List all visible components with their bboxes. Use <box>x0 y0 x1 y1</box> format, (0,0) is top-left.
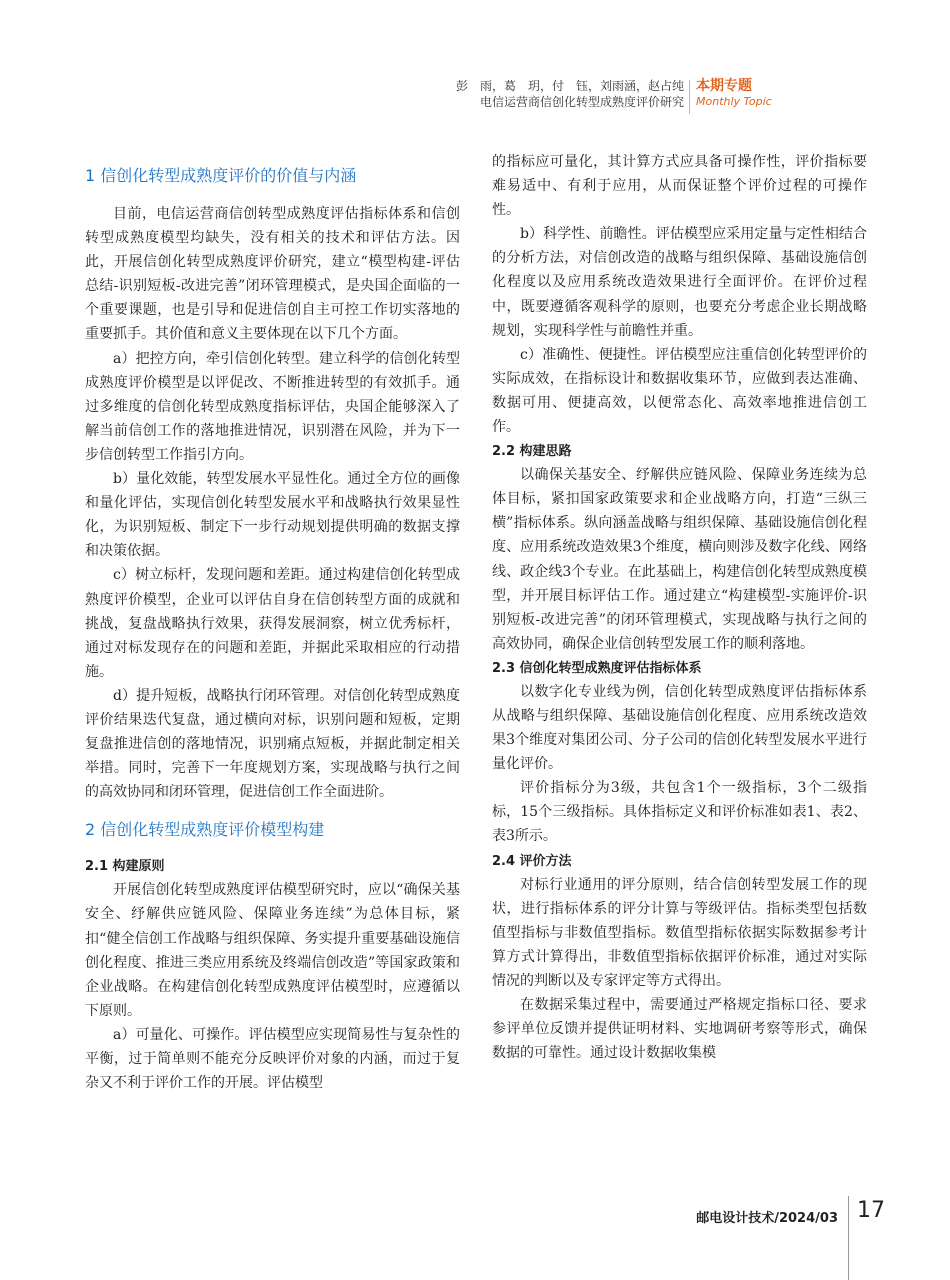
paragraph: a）可量化、可操作。评估模型应实现简易性与复杂性的平衡，过于简单则不能充分反映评价对象的内涵，而过于复杂又不利于评价工作的开展。评估模型 <box>85 1026 460 1092</box>
subsection-2-2-heading: 2.2 构建思路 <box>492 444 572 460</box>
paragraph: 以确保关基安全、纾解供应链风险、保障业务连续为总体目标，紧扣国家政策要求和企业战略方向，打造“三纵三横”指标体系。纵向涵盖战略与组织保障、基础设施信创化程度、应用系统改造效果3个维度，横向则涉及数字化线、网络线、政企线3个专业。在此基础上，构建信创化转型成熟度模型，并开展目标评估工作。通过建立“构建模型-实施评价-识别短板-改进完善”的闭环管理模式，实现战略与执行之间的高效协同，确保企业信创转型发展工作的顺利落地。 <box>492 467 867 652</box>
paragraph: d）提升短板，战略执行闭环管理。对信创化转型成熟度评价结果迭代复盘，通过横向对标，识别问题和短板，定期复盘推进信创的落地情况，识别痛点短板，并据此制定相关举措。同时，完善下一年度规划方案，实现战略与执行之间的高效协同和闭环管理，促进信创工作全面进阶。 <box>85 687 460 801</box>
running-header <box>0 78 950 118</box>
paragraph: b）科学性、前瞻性。评估模型应采用定量与定性相结合的分析方法，对信创改造的战略与组织保障、基础设施信创化程度以及应用系统改造效果进行全面评价。在评价过程中，既要遵循客观科学的原则，也要充分考虑企业长期战略规划，实现科学性与前瞻性并重。 <box>492 226 867 339</box>
header-column-tag <box>696 78 772 109</box>
subsection-2-4-heading: 2.4 评价方法 <box>492 853 572 869</box>
paragraph: 评价指标分为3级，共包含1个一级指标，3个二级指标，15个三级指标。具体指标定义和评价标准如表1、表2、表3所示。 <box>492 780 867 845</box>
section-1-heading: 1 信创化转型成熟度评价的价值与内涵 <box>85 166 357 185</box>
subsection-2-1-heading: 2.1 构建原则 <box>85 859 165 875</box>
column-name-zh: 本期专题 <box>696 78 752 94</box>
section-2-heading: 2 信创化转型成熟度评价模型构建 <box>85 820 325 840</box>
header-divider <box>689 80 690 114</box>
header-authors: 彭 雨，葛 玥，付 钰，刘雨涵，赵占纯 <box>455 79 684 93</box>
journal-issue: 邮电设计技术/2024/03 <box>696 1211 838 1226</box>
paragraph-continued: 的指标应可量化，其计算方式应具备可操作性，评价指标要难易适中、有利于应用，从而保证整个评价过程的可操作性。 <box>492 154 867 219</box>
header-left <box>456 78 684 110</box>
right-column <box>492 150 867 1065</box>
paragraph: c）准确性、便捷性。评估模型应注重信创化转型评价的实际成效，在指标设计和数据收集环节，应做到表达准确、数据可用、便捷高效，以便常态化、高效率地推进信创工作。 <box>492 346 867 436</box>
running-footer <box>0 1196 950 1280</box>
page-number: 17 <box>857 1198 885 1223</box>
paragraph: a）把控方向，牵引信创化转型。建立科学的信创化转型成熟度评价模型是以评促改、不断推进转型的有效抓手。通过多维度的信创化转型成熟度指标评估，央国企能够深入了解当前信创工作的落地推进情况，识别潜在风险，并为下一步信创转型工作指引方向。 <box>85 350 460 463</box>
left-column <box>85 150 460 1095</box>
paragraph: 以数字化专业线为例，信创化转型成熟度评估指标体系从战略与组织保障、基础设施信创化程度、应用系统改造效果3个维度对集团公司、分子公司的信创化转型发展水平进行量化评价。 <box>492 683 867 773</box>
footer-divider <box>848 1196 849 1280</box>
column-name-en: Monthly Topic <box>696 95 772 108</box>
paragraph: 目前，电信运营商信创转型成熟度评估指标体系和信创转型成熟度模型均缺失，没有相关的技术和评估方法。因此，开展信创化转型成熟度评价研究，建立“模型构建-评估总结-识别短板-改进完善”闭环管理模式，是央国企面临的一个重要课题，也是引导和促进信创自主可控工作切实落地的重要抓手。其价值和意义主要体现在以下几个方面。 <box>85 206 460 343</box>
subsection-2-3-heading: 2.3 信创化转型成熟度评估指标体系 <box>492 660 702 676</box>
paragraph: 开展信创化转型成熟度评估模型研究时，应以“确保关基安全、纾解供应链风险、保障业务连续”为总体目标，紧扣“健全信创工作战略与组织保障、务实提升重要基础设施信创化程度、推进三类应用系统及终端信创改造”等国家政策和企业战略。在构建信创化转型成熟度评估模型时，应遵循以下原则。 <box>85 882 460 1019</box>
paragraph: 对标行业通用的评分原则，结合信创转型发展工作的现状，进行指标体系的评分计算与等级评估。指标类型包括数值型指标与非数值型指标。数值型指标依据实际数据参考计算方式计算得出，非数值型指标依据评价标准，通过对实际情况的判断以及专家评定等方式得出。 <box>492 876 867 989</box>
paragraph: 在数据采集过程中，需要通过严格规定指标口径、要求参评单位反馈并提供证明材料、实地调研考察等形式，确保数据的可靠性。通过设计数据收集模 <box>492 997 867 1062</box>
paragraph: b）量化效能，转型发展水平显性化。通过全方位的画像和量化评估，实现信创化转型发展水平和战略执行效果显性化，为识别短板、制定下一步行动规划提供明确的数据支撑和决策依据。 <box>85 471 460 560</box>
header-paper-title: 电信运营商信创化转型成熟度评价研究 <box>479 95 684 109</box>
paragraph: c）树立标杆，发现问题和差距。通过构建信创化转型成熟度评价模型，企业可以评估自身在信创转型方面的成就和挑战，复盘战略执行效果，获得发展洞察，树立优秀标杆，通过对标发现存在的问题和差距，并据此采取相应的行动措施。 <box>85 567 460 680</box>
